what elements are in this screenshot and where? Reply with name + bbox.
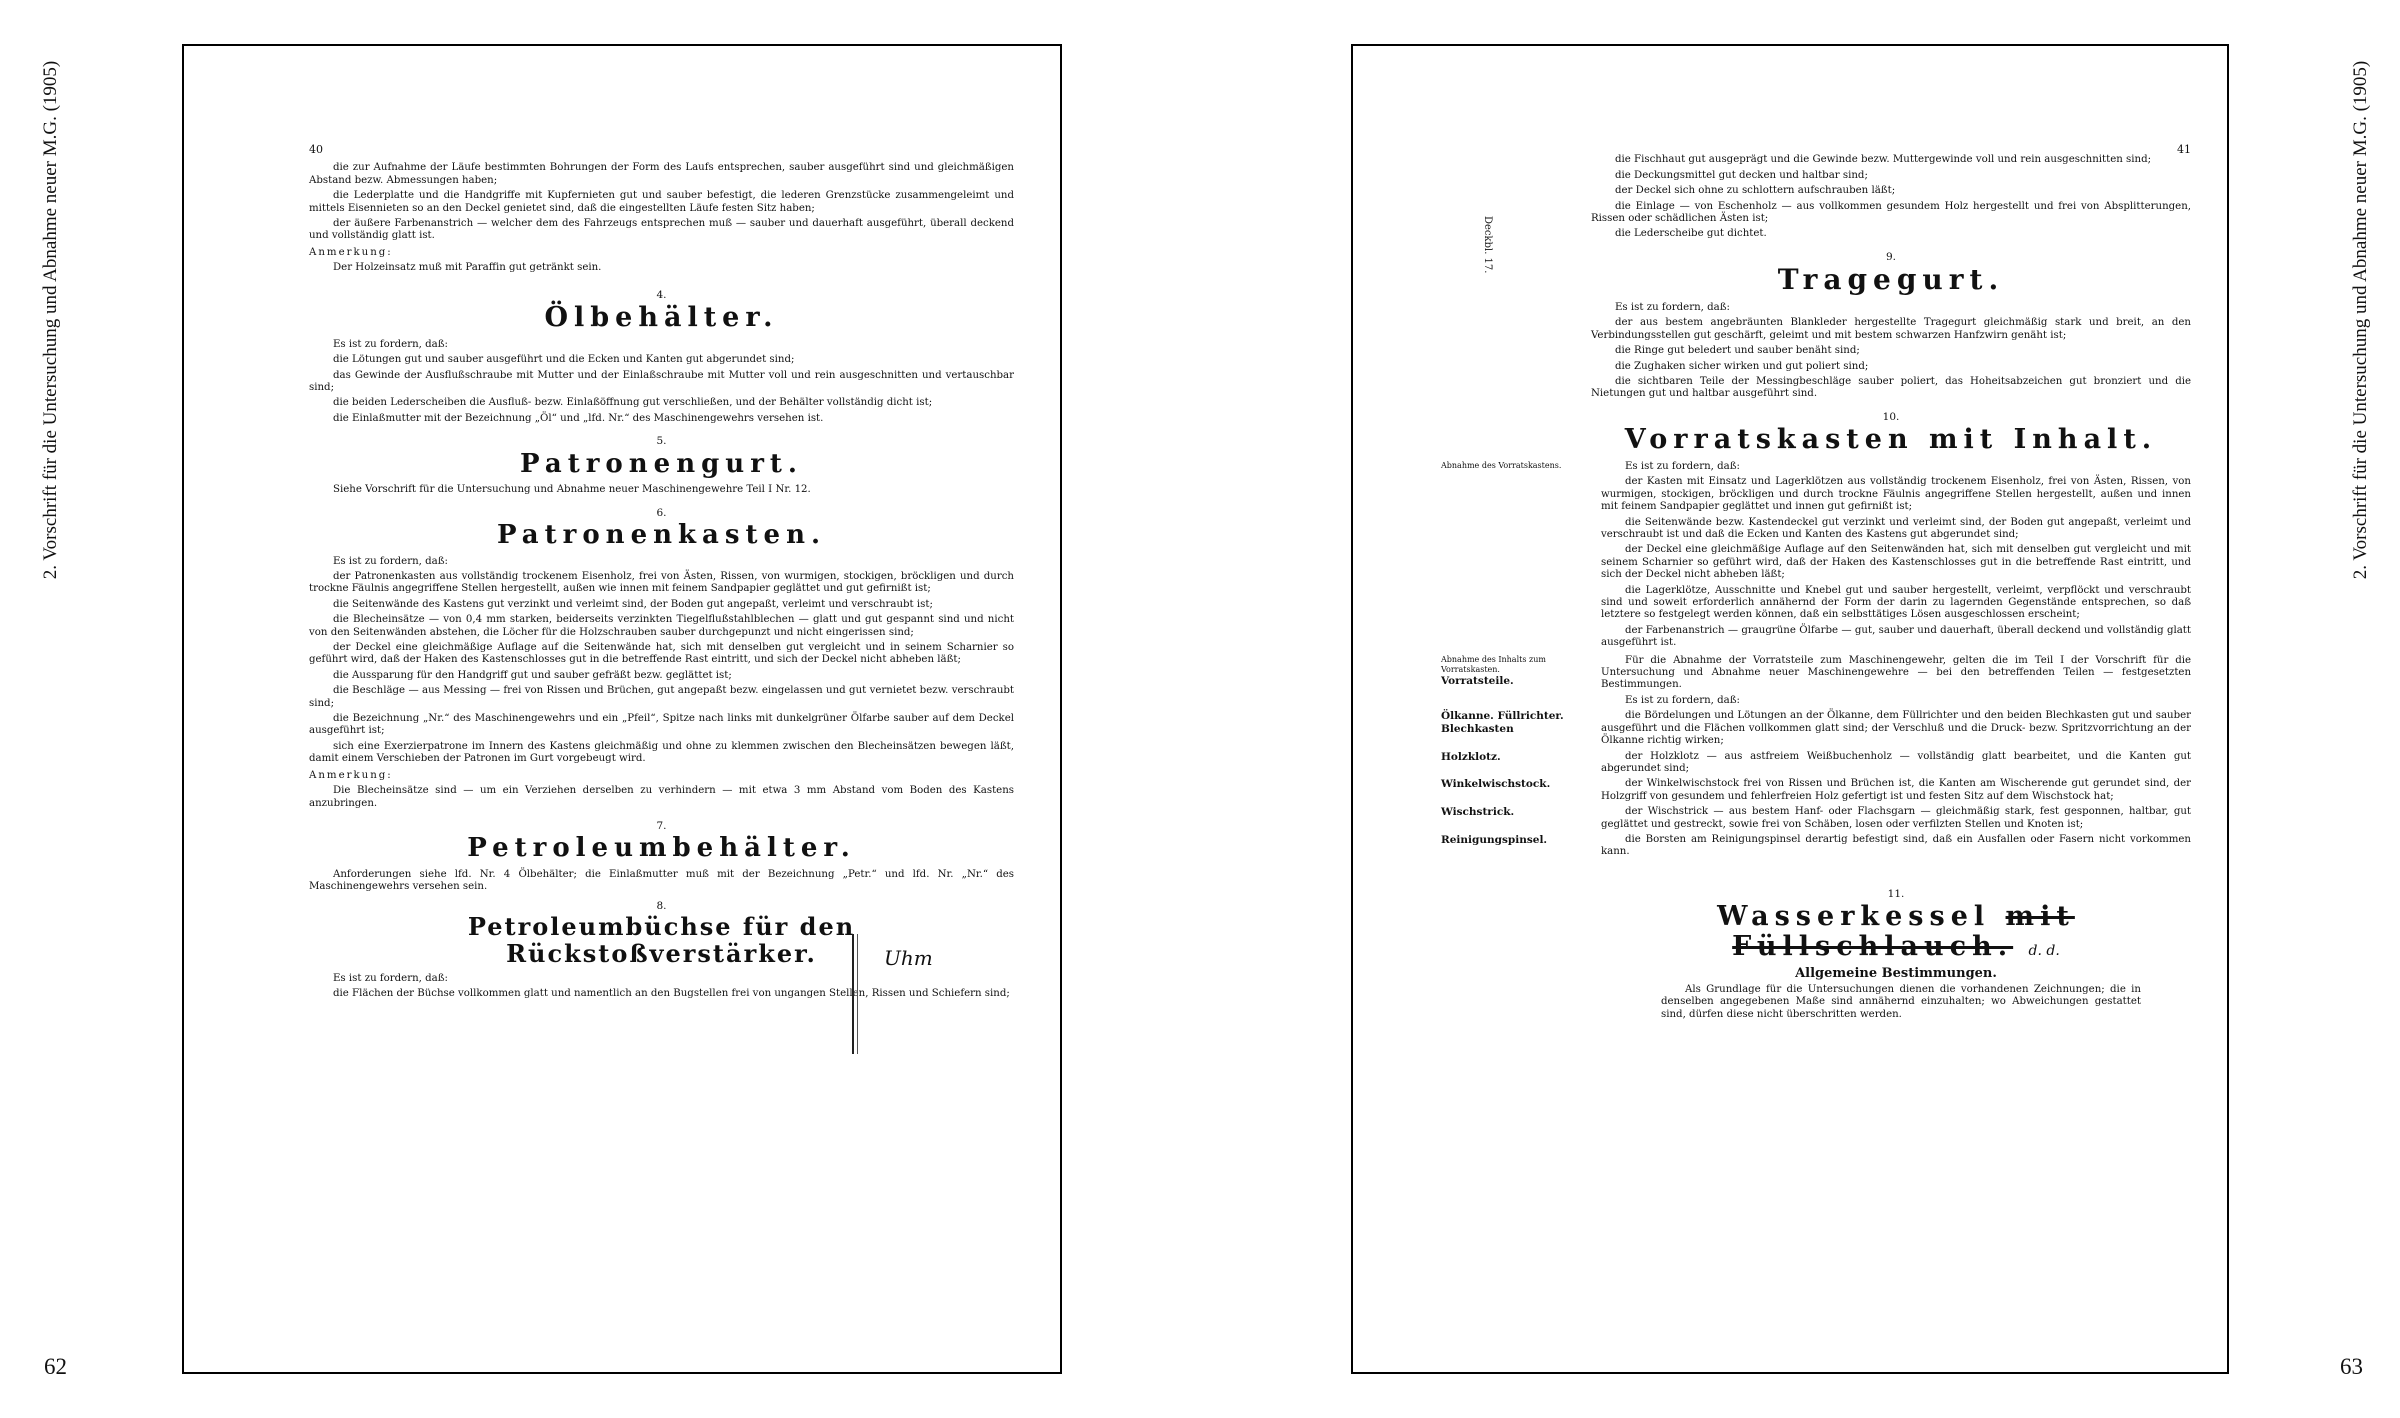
right-scan-content <box>1441 144 2191 1024</box>
annotation-text: Der Holzeinsatz muß mit Paraffin gut getränkt sein. <box>333 262 602 274</box>
paragraph: die sichtbaren Teile der Messingbeschläge sauber poliert, das Hoheitsabzeichen gut bronziert und die Nietungen gut und haltbar ausgeführt sind. <box>1591 376 2191 400</box>
paragraph: die Deckungsmittel gut decken und haltbar sind; <box>1615 169 1868 181</box>
paragraph: das Gewinde der Ausflußschraube mit Mutter und der Einlaßschraube mit Mutter voll und rein ausgeschnitten und vertauschbar sind; <box>309 369 1014 393</box>
paragraph: sich eine Exerzierpatrone im Innern des Kastens gleichmäßig und ohne zu klemmen zwischen den Blecheinsätzen bewegen läßt, damit einem Verschieben der Patronen im Gurt vorgebeugt wird. <box>309 740 1014 765</box>
section-number: 7. <box>656 819 667 832</box>
section-number: 9. <box>1885 250 1897 263</box>
paragraph: der Wischstrick — aus bestem Hanf- oder Flachsgarn — gleichmäßig stark, fest gesponnen, haltbar, gut geglättet und gestreckt, sowie frei von Schäben, losen oder verfilzten Stellen und Knoten ist; <box>1601 806 2191 830</box>
side-label: Reinigungspinsel. <box>1441 833 1548 846</box>
item-row <box>1441 751 2191 779</box>
paragraph: die Einlaßmutter mit der Bezeichnung „Öl“ und „lfd. Nr.“ des Maschinengewehrs versehen ist. <box>333 412 824 424</box>
side-label: Abnahme des Vorratskastens. <box>1441 460 1562 470</box>
paragraph: Es ist zu fordern, daß: <box>333 972 448 984</box>
paragraph: die Fischhaut gut ausgeprägt und die Gewinde bezw. Muttergewinde voll und rein ausgeschnitten sind; <box>1615 154 2152 166</box>
paragraph: Es ist zu fordern, daß: <box>1625 460 1740 472</box>
section-number: 5. <box>656 435 667 448</box>
scan-page-number: 41 <box>2177 143 2191 156</box>
side-label: Winkelwischstock. <box>1441 778 1551 791</box>
section-number: 11. <box>1887 887 1905 900</box>
paragraph: der Holzklotz — aus astfreiem Weißbuchenholz — vollständig glatt bearbeitet, und die Kanten gut abgerundet sind; <box>1601 750 2191 774</box>
paragraph: die Beschläge — aus Messing — frei von Rissen und Brüchen, gut angepaßt bezw. eingelassen und gut vernietet bezw. verschraubt sind; <box>309 685 1014 709</box>
paragraph: die Bezeichnung „Nr.“ des Maschinengewehrs und ein „Pfeil“, Spitze nach links mit dunkelgrüner Ölfarbe sauber auf dem Deckel ausgeführt ist; <box>309 713 1014 737</box>
section-number: 10. <box>1882 410 1900 423</box>
left-spine-title <box>36 40 66 600</box>
paragraph: der Farbenanstrich — graugrüne Ölfarbe — gut, sauber und dauerhaft, überall deckend und vollständig glatt ausgeführt ist. <box>1601 624 2191 649</box>
section-number: 4. <box>656 288 667 301</box>
paragraph: die zur Aufnahme der Läufe bestimmten Bohrungen der Form des Laufs entsprechen, sauber ausgeführt sind und gleichmäßigen Abstand bezw. Abmessungen haben; <box>309 162 1014 186</box>
paragraph: die Flächen der Büchse vollkommen glatt und namentlich an den Bugstellen frei von ungangen Stellen, Rissen und Schiefern sind; <box>333 988 1010 1000</box>
paragraph: der Patronenkasten aus vollständig trockenem Eisenholz, frei von Ästen, Rissen, von wurmigen, stockigen, bröckligen und durch trockne Fäulnis angegriffene Stellen hergestellt, außen wie innen mit feinem Sandpapier geglättet und gut gefirnißt ist; <box>309 571 1014 595</box>
paragraph: Es ist zu fordern, daß: <box>333 555 448 567</box>
paragraph: der Deckel sich ohne zu schlottern aufschrauben läßt; <box>1615 185 1896 197</box>
paragraph: die Lagerklötze, Ausschnitte und Knebel gut und sauber hergestellt, verleimt, verpflöckt und verschraubt sind und soweit erforderlich annähernd der Form der darin zu lagernden Gegenstände entsprechen, so daß letztere so festgelegt werden können, daß ein selbsttätiges Lösen ausgeschlossen erscheint; <box>1601 584 2191 621</box>
section-title: Vorratskasten mit Inhalt. <box>1624 424 2158 456</box>
section-title: Patronenkasten. <box>496 520 827 550</box>
side-label: Holzklotz. <box>1441 750 1501 763</box>
paragraph: die beiden Lederscheiben die Ausfluß- bezw. Einlaßöffnung gut verschließen, und der Behälter vollständig dicht ist; <box>333 397 933 409</box>
struck-title-text: mit Füllschlauch. <box>1732 901 2075 962</box>
paragraph: die Lederplatte und die Handgriffe mit Kupfernieten gut und sauber befestigt, die lederen Grenzstücke zusammengeleimt und mittels Eisennieten so an den Deckel genietet sind, daß die eingestellten Läufe festen Sitz haben; <box>309 190 1014 214</box>
paragraph: die Lötungen gut und sauber ausgeführt und die Ecken und Kanten gut abgerundet sind; <box>333 354 795 366</box>
annotation-label: Anmerkung: <box>309 246 393 258</box>
section-title: Petroleumbehälter. <box>467 833 856 864</box>
paragraph: Es ist zu fordern, daß: <box>1615 302 1730 314</box>
section-number: 8. <box>656 899 667 912</box>
side-label: Vorratsteile. <box>1441 674 1514 687</box>
paragraph: Als Grundlage für die Untersuchungen dienen die vorhandenen Zeichnungen; die in denselben angegebenen Maße sind annähernd einzuhalten; wo Abweichungen gestattet sind, dürfen diese nicht überschritten werden. <box>1661 983 2141 1020</box>
section-number: 6. <box>656 506 667 519</box>
paragraph: die Lederscheibe gut dichtet. <box>1615 228 1767 240</box>
section-row <box>1441 461 2191 653</box>
paragraph: der aus bestem angebräunten Blankleder hergestellte Tragegurt gleichmäßig stark und breit, an den Verbindungsstellen gut geschärft, geleimt und mit bestem schwarzen Hanfzwirn genäht ist; <box>1591 317 2191 341</box>
spine-title-text: 2. Vorschrift für die Untersuchung und Abnahme neuer M.G. (1905) <box>40 60 61 580</box>
paragraph: die Blecheinsätze — von 0,4 mm starken, beiderseits verzinkten Tiegelflußstahlblechen — glatt und gut gespannt sind und nicht von den Seitenwänden abstehen, die Löcher für die Holzschrauben sauber durchgepunzt und nicht eingerissen sind; <box>309 614 1014 638</box>
subsection-title: Allgemeine Bestimmungen. <box>1795 965 1997 981</box>
section-title: Patronengurt. <box>520 448 803 479</box>
paragraph: die Seitenwände des Kastens gut verzinkt und verleimt sind, der Boden gut angepaßt, verleimt und verschraubt ist; <box>333 598 933 610</box>
spine-title-text: 2. Vorschrift für die Untersuchung und Abnahme neuer M.G. (1905) <box>2350 60 2371 580</box>
item-row <box>1441 834 2191 862</box>
left-page-number: 62 <box>44 1354 67 1379</box>
paragraph: Es ist zu fordern, daß: <box>1625 694 1740 706</box>
paragraph: die Seitenwände bezw. Kastendeckel gut verzinkt und verleimt sind, der Boden gut angepaßt, verleimt und verschraubt ist und daß die Ecken und Kanten des Kastens gut abgerundet sind; <box>1601 516 2191 541</box>
item-row <box>1441 778 2191 806</box>
right-scan-frame <box>1351 44 2229 1374</box>
scan-page-number: 40 <box>309 143 323 156</box>
item-row <box>1441 806 2191 834</box>
handwritten-note: Uhm <box>884 946 933 970</box>
paragraph: der Deckel eine gleichmäßige Auflage auf den Seitenwänden hat, sich mit denselben gut vergleicht und mit seinem Scharnier so geführt wird, daß der Haken des Kastenschlosses gut in die betreffende Rast eintritt, und sich der Deckel nicht abheben läßt; <box>1601 544 2191 581</box>
handwritten-note: d. d. <box>2028 942 2060 959</box>
side-label: Ölkanne. Füllrichter. Blechkasten <box>1441 710 1564 735</box>
paragraph: Für die Abnahme der Vorratsteile zum Maschinengewehr, gelten die im Teil I der Vorschrift für die Untersuchung und Abnahme neuer Maschinengewehre — bei den betreffenden Teilen — festgesetzten Bestimmungen. <box>1601 654 2191 691</box>
annotation-text: Die Blecheinsätze sind — um ein Verziehen derselben zu verhindern — mit etwa 3 mm Abstand vom Boden des Kastens anzubringen. <box>309 785 1014 809</box>
margin-bracket <box>852 934 858 1054</box>
paragraph: Es ist zu fordern, daß: <box>333 338 448 350</box>
paragraph: die Einlage — von Eschenholz — aus vollkommen gesundem Holz hergestellt und frei von Absplitterungen, Rissen oder schädlichen Ästen ist; <box>1591 200 2191 225</box>
margin-rotated-note: Deckbl. 17. <box>1482 216 1493 274</box>
paragraph: Anforderungen siehe lfd. Nr. 4 Ölbehälter; die Einlaßmutter muß mit der Bezeichnung „Petr.“ und lfd. Nr. „Nr.“ des Maschinengewehrs versehen sein. <box>309 868 1014 893</box>
paragraph: der Deckel eine gleichmäßige Auflage auf die Seitenwände hat, sich mit denselben gut vergleicht und in seinem Scharnier so geführt wird, daß der Haken des Kastenschlosses gut in die betreffende Rast eintritt, und sich der Deckel nicht abheben läßt; <box>309 642 1014 666</box>
section-title: Tragegurt. <box>1777 263 2005 297</box>
side-label-small: Abnahme des Inhalts zum Vorratskasten. <box>1441 654 1546 674</box>
paragraph: die Bördelungen und Lötungen an der Ölkanne, dem Füllrichter und den beiden Blechkasten gut und sauber ausgeführt und die Flächen vollkommen glatt sind; der Verschluß und die Druck- bezw. Spritzvorrichtung an der Ölkanne richtig wirken; <box>1601 710 2191 747</box>
paragraph: Siehe Vorschrift für die Untersuchung und Abnahme neuer Maschinengewehre Teil I Nr. 12. <box>333 484 811 496</box>
section-title: Petroleumbüchse für den Rückstoßverstärker. <box>467 912 856 968</box>
paragraph: die Borsten am Reinigungspinsel derartig befestigt sind, daß ein Ausfallen oder Fasern nicht vorkommen kann. <box>1601 833 2191 858</box>
paragraph: der Kasten mit Einsatz und Lagerklötzen aus vollständig trockenem Eisenholz, frei von Ästen, Rissen, von wurmigen, stockigen, bröckligen und durch trockne Fäulnis angegriffene Stellen hergestellt, außen und innen mit feinem Sandpapier geglättet und innen gut gefirnißt ist; <box>1601 476 2191 513</box>
side-label: Wischstrick. <box>1441 806 1515 819</box>
paragraph: die Aussparung für den Handgriff gut und sauber gefräßt bezw. geglättet ist; <box>333 669 732 681</box>
annotation-label: Anmerkung: <box>309 769 393 781</box>
section-title <box>1601 902 2191 961</box>
title-text: Wasserkessel <box>1717 901 1991 933</box>
paragraph: die Ringe gut beledert und sauber benäht sind; <box>1615 345 1860 357</box>
paragraph: die Zughaken sicher wirken und gut poliert sind; <box>1615 360 1869 372</box>
section-title: Ölbehälter. <box>544 302 779 334</box>
item-row <box>1441 710 2191 750</box>
paragraph: der Winkelwischstock frei von Rissen und Brüchen ist, die Kanten am Wischerende gut gerundet sind, der Holzgriff von gesundem und fehlerfreien Holz gefertigt ist und festen Sitz auf dem Wischstock hat; <box>1601 778 2191 802</box>
section-row <box>1441 655 2191 711</box>
right-page-number: 63 <box>2340 1354 2363 1379</box>
right-spine-title <box>2346 40 2376 600</box>
left-scan-content <box>309 144 1014 1004</box>
paragraph: der äußere Farbenanstrich — welcher dem des Fahrzeugs entsprechen muß — sauber und dauerhaft ausgeführt, überall deckend und vollständig glatt ist. <box>309 218 1014 242</box>
left-scan-frame <box>182 44 1062 1374</box>
